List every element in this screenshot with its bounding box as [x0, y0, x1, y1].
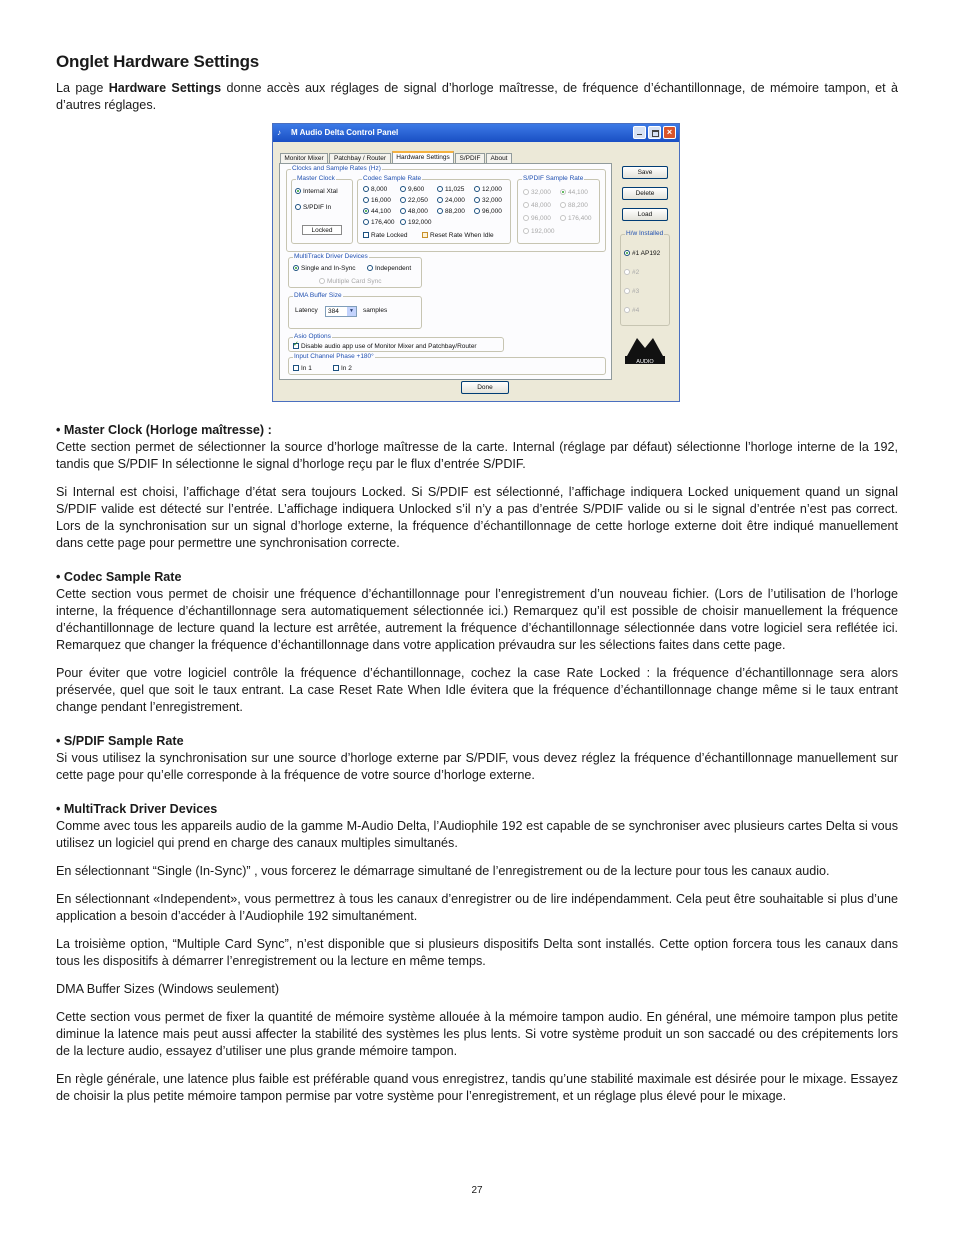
radio-label: 48,000 — [531, 202, 551, 209]
radio-label: 44,100 — [568, 189, 588, 196]
radio-dot-icon — [363, 197, 369, 203]
radio-dot-icon — [560, 215, 566, 221]
phase-in2-checkbox[interactable] — [333, 365, 352, 373]
latency-value: 384 — [328, 308, 339, 315]
radio-dot-icon — [437, 208, 443, 214]
codec-para-2: Pour éviter que votre logiciel contrôle la fréquence d’échantillonnage, cochez la case Rate Locked : la fréquence d’échantillonnage sera alors préservée, quel que soit le taux entrant. La case Reset Rate When Idle évitera que la fréquence d’échantillonnage change même si le taux entrant change pendant l’enregistrement. — [56, 666, 898, 714]
radio-label: 8,000 — [371, 186, 388, 193]
dma-para-1: Cette section vous permet de fixer la quantité de mémoire système allouée à la mémoire tampon audio. En général, une mémoire tampon plus petite diminue la latence mais peut aussi affecter la stabilité des systèmes les plus lents. Si votre système produit un son saccadé ou des crépitements lors de la lecture audio, essayez d’utiliser une plus grande mémoire tampon. — [56, 1010, 898, 1058]
radio-label: 96,000 — [531, 215, 551, 222]
spdif-rate-88200[interactable] — [560, 202, 588, 210]
radio-dot-icon — [523, 228, 529, 234]
spdif-rate-176400[interactable] — [560, 215, 592, 223]
radio-dot-icon — [560, 202, 566, 208]
radio-dot-icon — [474, 186, 480, 192]
codec-rate-11025[interactable] — [437, 186, 464, 194]
radio-label: 24,000 — [445, 197, 465, 204]
radio-label: S/PDIF In — [303, 204, 332, 211]
section-heading-multitrack: • MultiTrack Driver Devices — [56, 802, 218, 816]
codec-rate-32000[interactable] — [474, 197, 502, 205]
radio-dot-icon — [363, 186, 369, 192]
checkbox-label: Rate Locked — [371, 232, 408, 239]
tab-monitor-mixer[interactable]: Monitor Mixer — [280, 153, 328, 163]
radio-multiple-card-sync[interactable] — [319, 278, 382, 286]
master-clock-para-1: Cette section permet de sélectionner la source d’horloge maîtresse de la carte. Internal (réglage par défaut) sélectionne l’horloge interne de la 192, tandis que S/PDIF In sélectionne le signal d’horloge reçu par le flux d’entrée S/PDIF. — [56, 440, 898, 471]
hw-installed-label: H/w Installed — [626, 230, 664, 237]
radio-dot-icon — [474, 197, 480, 203]
codec-rate-12000[interactable] — [474, 186, 502, 194]
delete-button[interactable]: Delete — [622, 187, 668, 200]
logo-text: AUDIO — [636, 359, 654, 365]
radio-dot-icon — [367, 265, 373, 271]
radio-label: #4 — [632, 307, 640, 314]
page-number: 27 — [471, 1185, 483, 1196]
radio-label: 176,400 — [568, 215, 592, 222]
checkbox-icon — [293, 343, 299, 349]
codec-rate-176400[interactable] — [363, 219, 395, 227]
radio-label: 88,200 — [568, 202, 588, 209]
multitrack-para-3: En sélectionnant «Independent», vous permettrez à tous les canaux d’enregistrer ou de lire indépendamment. Cela peut être souhaitable si plus d’une application a besoin d’accéder à l’Audiophile 192 simultanément. — [56, 892, 898, 923]
radio-dot-icon — [293, 265, 299, 271]
multitrack-para-4: La troisième option, “Multiple Card Sync”, n’est disponible que si plusieurs dispositifs Delta sont installés. Cette option forcera tous les canaux dans tous les dispositifs à démarrer l’enregistrement ou la lecture en même temps. — [56, 937, 898, 968]
radio-label: 9,600 — [408, 186, 425, 193]
clocks-group-label: Clocks and Sample Rates (Hz) — [292, 165, 381, 172]
save-button[interactable]: Save — [622, 166, 668, 179]
radio-dot-icon — [319, 278, 325, 284]
close-button[interactable] — [663, 126, 676, 139]
radio-label: Independent — [375, 265, 412, 272]
radio-label: Multiple Card Sync — [327, 278, 382, 285]
latency-label: Latency — [295, 307, 318, 314]
codec-rate-192000[interactable] — [400, 219, 432, 227]
radio-dot-icon — [363, 219, 369, 225]
input-phase-group — [288, 353, 606, 375]
radio-dot-icon — [400, 219, 406, 225]
radio-dot-icon — [474, 208, 480, 214]
codec-rate-16000[interactable] — [363, 197, 391, 205]
chevron-down-icon: ▼ — [347, 307, 356, 316]
radio-label: 88,200 — [445, 208, 465, 215]
radio-label: #2 — [632, 269, 640, 276]
radio-dot-icon — [624, 307, 630, 313]
radio-independent[interactable] — [367, 265, 411, 273]
checkbox-icon — [333, 365, 339, 371]
control-panel-window — [272, 123, 680, 402]
master-clock-para-2: Si Internal est choisi, l’affichage d’état sera toujours Locked. Si S/PDIF est sélectionné, l’affichage indiquera Locked uniquement quand un signal S/PDIF valide est détecté sur l’entrée. L’affichage indiquera Unlocked s’il n’y a pas d’entrée S/PDIF valide ou si le signal d’entrée n’est pas correct. Lors de la synchronisation sur un signal d’horloge externe, la fréquence d’échantillonnage de cette horloge externe doit être indiqué manuellement dans cette page pour permettre une synchronisation correcte. — [56, 485, 898, 550]
radio-label: #1 AP192 — [632, 250, 661, 257]
disable-monitor-mixer-checkbox[interactable] — [293, 343, 477, 351]
rate-locked-checkbox[interactable] — [363, 232, 408, 240]
reset-rate-idle-checkbox[interactable] — [422, 232, 494, 240]
radio-label: 32,000 — [531, 189, 551, 196]
spdif-rate-48000[interactable] — [523, 202, 551, 210]
dma-buffer-label: DMA Buffer Size — [294, 292, 342, 299]
spdif-rate-32000[interactable] — [523, 189, 551, 197]
hardware-settings-panel — [279, 163, 612, 380]
hw-device-4[interactable] — [624, 307, 639, 315]
radio-dot-icon — [400, 197, 406, 203]
multitrack-para-2: En sélectionnant “Single (In-Sync)” , vous forcerez le démarrage simultané de l’enregistrement ou de la lecture pour tous les canaux audio. — [56, 864, 830, 878]
hw-device-2[interactable] — [624, 269, 639, 277]
multitrack-para-1: Comme avec tous les appareils audio de la gamme M-Audio Delta, l’Audiophile 192 est capable de se synchroniser avec plusieurs cartes Delta si vous utilisez un logiciel qui prend en charge des canaux multiples simultanés. — [56, 819, 898, 850]
radio-internal-xtal[interactable] — [295, 188, 338, 196]
codec-rate-48000[interactable] — [400, 208, 428, 216]
checkbox-label: In 1 — [301, 365, 312, 372]
radio-dot-icon — [624, 288, 630, 294]
radio-label: 32,000 — [482, 197, 502, 204]
clock-status-display: Locked — [302, 225, 342, 235]
radio-label: 48,000 — [408, 208, 428, 215]
tab-hardware-settings[interactable]: Hardware Settings — [392, 151, 454, 164]
radio-dot-icon — [624, 269, 630, 275]
radio-label: 44,100 — [371, 208, 391, 215]
radio-label: 176,400 — [371, 219, 395, 226]
codec-rate-96000[interactable] — [474, 208, 502, 216]
radio-label: 192,000 — [531, 228, 555, 235]
load-button[interactable]: Load — [622, 208, 668, 221]
spdif-para-1: Si vous utilisez la synchronisation sur une source d’horloge externe par S/PDIF, vous devez réglez la fréquence d’échantillonnage manuellement sur cette page pour qu’elle corresponde à la fréquence de votre source d’horloge externe. — [56, 751, 898, 782]
dma-subheading: DMA Buffer Sizes (Windows seulement) — [56, 982, 280, 996]
codec-rate-88200[interactable] — [437, 208, 465, 216]
checkbox-label: Reset Rate When Idle — [430, 232, 494, 239]
hw-device-3[interactable] — [624, 288, 639, 296]
dma-para-2: En règle générale, une latence plus faible est préférable quand vous enregistrez, tandis qu’une stabilité maximale est désirée pour le mixage. Essayez de choisir la plus petite mémoire tampon permise par votre système pour l’enregistrement, et un réglage plus élevé pour le mixage. — [56, 1072, 898, 1103]
radio-single-in-sync[interactable] — [293, 265, 356, 273]
codec-rate-9600[interactable] — [400, 186, 424, 194]
codec-rate-group — [357, 175, 511, 244]
m-audio-logo-icon — [623, 334, 667, 366]
dma-buffer-group — [288, 292, 422, 329]
intro-text-end: donne accès aux réglages de signal d’horloge maîtresse, de fréquence d’échantillonnage, de mémoire tampon, et à d’autres réglages. — [56, 81, 899, 112]
checkbox-label: In 2 — [341, 365, 352, 372]
radio-label: 96,000 — [482, 208, 502, 215]
radio-dot-icon — [624, 250, 630, 256]
input-phase-label: Input Channel Phase +180° — [294, 353, 374, 360]
radio-dot-icon — [560, 189, 566, 195]
multitrack-group — [288, 253, 422, 288]
spdif-rate-96000[interactable] — [523, 215, 551, 223]
tab-spdif[interactable]: S/PDIF — [455, 153, 485, 163]
checkbox-icon — [422, 232, 428, 238]
spdif-rate-192000[interactable] — [523, 228, 555, 236]
radio-dot-icon — [400, 186, 406, 192]
phase-in1-checkbox[interactable] — [293, 365, 312, 373]
multitrack-label: MultiTrack Driver Devices — [294, 253, 368, 260]
radio-dot-icon — [295, 188, 301, 194]
codec-para-1: Cette section vous permet de choisir une fréquence d’échantillonnage pour l’enregistrement d’un nouveau fichier. (Lors de l’utilisation de l’horloge interne, la fréquence d’échantillonnage sera automatiquement sélectionnée ici.) Remarquez qu’il est possible de choisir manuellement la fréquence d’échantillonnage de lecture quand la lecture est arrêtée, autrement la fréquence d’échantillonnage sélectionnée dans votre logiciel sera reflétée ici. Remarquez que changer la fréquence d’échantillonnage dans votre application prévaudra sur les sélections faites dans cette page. — [56, 587, 898, 652]
radio-dot-icon — [295, 204, 301, 210]
codec-rate-24000[interactable] — [437, 197, 465, 205]
radio-dot-icon — [400, 208, 406, 214]
radio-dot-icon — [523, 189, 529, 195]
codec-rate-label: Codec Sample Rate — [363, 175, 422, 182]
radio-dot-icon — [523, 215, 529, 221]
minimize-button[interactable] — [633, 126, 646, 139]
done-button[interactable]: Done — [461, 381, 509, 394]
intro-bold-term: Hardware Settings — [108, 81, 222, 95]
radio-label: 11,025 — [445, 186, 465, 193]
master-clock-label: Master Clock — [297, 175, 335, 182]
radio-label: #3 — [632, 288, 640, 295]
body-text — [56, 422, 898, 1116]
tab-patchbay-router[interactable]: Patchbay / Router — [329, 153, 391, 163]
samples-label: samples — [363, 307, 388, 314]
radio-label: Single and In-Sync — [301, 265, 356, 272]
spdif-rate-44100[interactable] — [560, 189, 588, 197]
section-heading-codec: • Codec Sample Rate — [56, 570, 182, 584]
page-title: Onglet Hardware Settings — [56, 52, 260, 71]
radio-label: 12,000 — [482, 186, 502, 193]
checkbox-label: Disable audio app use of Monitor Mixer and Patchbay/Router — [301, 343, 477, 350]
radio-dot-icon — [437, 186, 443, 192]
hw-installed-group — [620, 230, 670, 326]
maximize-button[interactable] — [648, 126, 661, 139]
codec-rate-22050[interactable] — [400, 197, 428, 205]
section-heading-master-clock: • Master Clock (Horloge maîtresse) : — [56, 423, 272, 437]
speaker-app-icon: ♪ — [277, 128, 281, 137]
radio-spdif-in[interactable] — [295, 204, 331, 212]
section-heading-spdif: • S/PDIF Sample Rate — [56, 734, 184, 748]
clocks-group — [286, 165, 606, 252]
radio-label: 192,000 — [408, 219, 432, 226]
checkbox-icon — [293, 365, 299, 371]
radio-label: Internal Xtal — [303, 188, 338, 195]
spdif-rate-label: S/PDIF Sample Rate — [523, 175, 584, 182]
intro-text-start: La page — [56, 81, 109, 95]
hw-device-1[interactable] — [624, 250, 660, 258]
intro-paragraph — [56, 80, 898, 114]
radio-label: 16,000 — [371, 197, 391, 204]
window-title: M Audio Delta Control Panel — [291, 128, 399, 137]
codec-rate-44100[interactable] — [363, 208, 391, 216]
spdif-rate-group — [517, 175, 600, 244]
latency-select[interactable] — [325, 306, 357, 317]
checkbox-icon — [363, 232, 369, 238]
radio-label: 22,050 — [408, 197, 428, 204]
asio-options-group — [288, 333, 504, 352]
radio-dot-icon — [523, 202, 529, 208]
radio-dot-icon — [437, 197, 443, 203]
tab-about[interactable]: About — [486, 153, 512, 163]
radio-dot-icon — [363, 208, 369, 214]
close-icon: × — [666, 127, 673, 137]
asio-options-label: Asio Options — [294, 333, 331, 340]
codec-rate-8000[interactable] — [363, 186, 387, 194]
window-titlebar[interactable] — [273, 124, 679, 142]
master-clock-group — [291, 175, 353, 244]
